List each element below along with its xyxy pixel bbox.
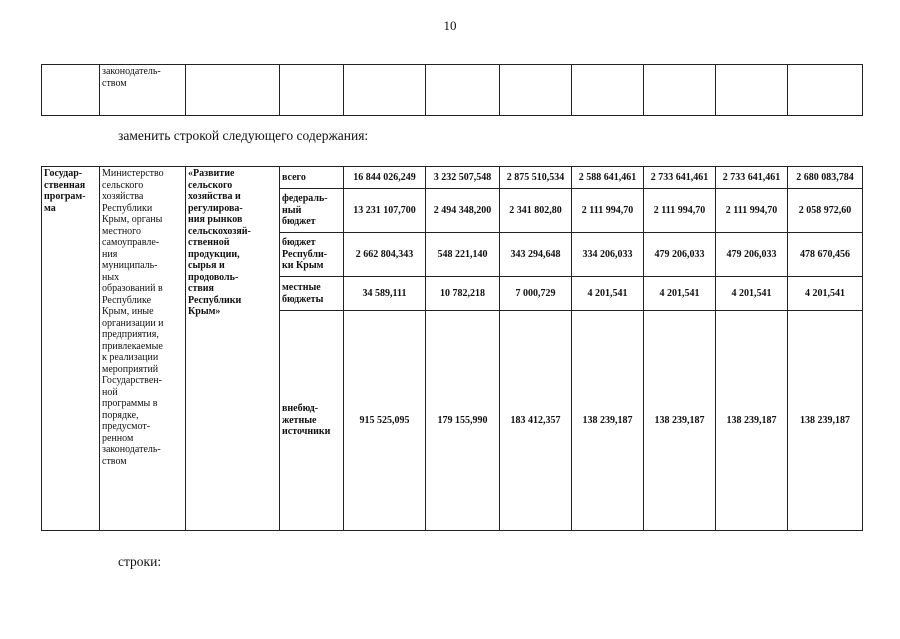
table-row <box>42 167 863 189</box>
value-cell: 2 680 083,784 <box>788 167 863 189</box>
value-cell: 138 239,187 <box>572 311 644 531</box>
value-cell: 34 589,111 <box>344 277 426 311</box>
value-cell: 10 782,218 <box>426 277 500 311</box>
value-cell: 915 525,095 <box>344 311 426 531</box>
value-cell: 3 232 507,548 <box>426 167 500 189</box>
replace-instruction: заменить строкой следующего содержания: <box>118 128 369 143</box>
source-cell: всего <box>280 167 344 189</box>
table-row <box>42 65 863 116</box>
value-cell: 2 733 641,461 <box>644 167 716 189</box>
value-cell: 16 844 026,249 <box>344 167 426 189</box>
value-cell: 13 231 107,700 <box>344 189 426 233</box>
program-name-cell: «Развитие сельского хозяйства и регулирова- ния рынков сельскохозяй- ственной продукции, сырья и продоволь- ствия Республики Крым» <box>186 167 280 531</box>
source-cell: местные бюджеты <box>280 277 344 311</box>
value-cell: 2 111 994,70 <box>644 189 716 233</box>
table-cell <box>644 65 716 116</box>
program-type-cell: Государ- ственная програм- ма <box>42 167 100 531</box>
previous-row-table <box>41 64 863 116</box>
source-cell: бюджет Республи- ки Крым <box>280 233 344 277</box>
value-cell: 479 206,033 <box>716 233 788 277</box>
page-number: 10 <box>443 18 457 33</box>
value-cell: 2 662 804,343 <box>344 233 426 277</box>
value-cell: 183 412,357 <box>500 311 572 531</box>
value-cell: 4 201,541 <box>572 277 644 311</box>
value-cell: 334 206,033 <box>572 233 644 277</box>
value-cell: 2 111 994,70 <box>716 189 788 233</box>
table-cell <box>788 65 863 116</box>
table-cell <box>186 65 280 116</box>
value-cell: 2 494 348,200 <box>426 189 500 233</box>
value-cell: 4 201,541 <box>788 277 863 311</box>
table-cell <box>572 65 644 116</box>
table-cell <box>280 65 344 116</box>
value-cell: 7 000,729 <box>500 277 572 311</box>
executors-cell: Министерство сельского хозяйства Республики Крым, органы местного самоуправле- ния муниципаль- ных образований в Республике Крым, иные организации и предприятия, привлекаемые к реализации мероприятий Государствен- ной программы в порядке, предусмот- ренном законодатель- ством <box>100 167 186 531</box>
table-cell <box>500 65 572 116</box>
rows-label: строки: <box>118 554 162 569</box>
table-cell <box>42 65 100 116</box>
table-cell <box>716 65 788 116</box>
value-cell: 2 588 641,461 <box>572 167 644 189</box>
value-cell: 478 670,456 <box>788 233 863 277</box>
value-cell: 2 058 972,60 <box>788 189 863 233</box>
value-cell: 138 239,187 <box>716 311 788 531</box>
value-cell: 2 341 802,80 <box>500 189 572 233</box>
table-cell: законодатель- ством <box>100 65 186 116</box>
value-cell: 138 239,187 <box>788 311 863 531</box>
table-cell <box>344 65 426 116</box>
value-cell: 4 201,541 <box>716 277 788 311</box>
table-cell <box>426 65 500 116</box>
source-cell: внебюд- жетные источники <box>280 311 344 531</box>
value-cell: 548 221,140 <box>426 233 500 277</box>
value-cell: 138 239,187 <box>644 311 716 531</box>
value-cell: 2 733 641,461 <box>716 167 788 189</box>
value-cell: 4 201,541 <box>644 277 716 311</box>
value-cell: 2 875 510,534 <box>500 167 572 189</box>
source-cell: федераль- ный бюджет <box>280 189 344 233</box>
value-cell: 343 294,648 <box>500 233 572 277</box>
program-table <box>41 166 863 531</box>
value-cell: 179 155,990 <box>426 311 500 531</box>
value-cell: 479 206,033 <box>644 233 716 277</box>
value-cell: 2 111 994,70 <box>572 189 644 233</box>
